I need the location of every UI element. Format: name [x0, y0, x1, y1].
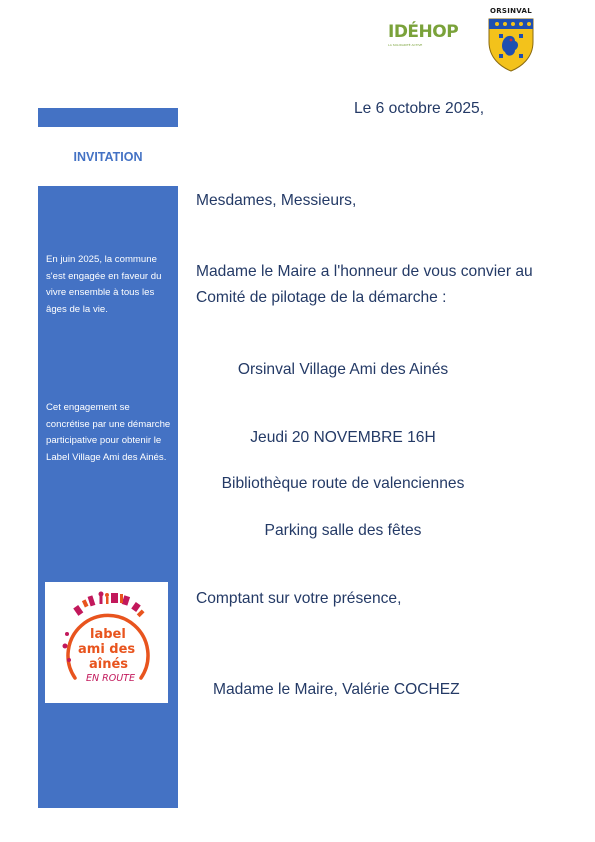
idehop-logo	[388, 22, 459, 54]
letter-body: Madame le Maire a l'honneur de vous convier au Comité de pilotage de la démarche :	[196, 263, 533, 306]
sidebar-top-bar	[38, 108, 178, 127]
idehop-logo-tagline: LA SOLIDARITÉ ACTIVE	[388, 43, 423, 47]
idehop-logo-text: IDÉHOP	[388, 22, 459, 42]
letter-date: Le 6 octobre 2025,	[354, 100, 485, 117]
crest-town-name: ORSINVAL	[489, 7, 533, 15]
invitation-title: INVITATION	[73, 150, 143, 164]
letter-closing: Comptant sur votre présence,	[196, 590, 402, 607]
event-location: Bibliothèque route de valenciennes	[221, 475, 465, 492]
label-logo-line-2: ami des	[78, 642, 136, 657]
sidebar-panel	[38, 186, 178, 808]
label-logo-line-1: label	[90, 627, 126, 642]
sidebar-paragraph-approach: Cet engagement se concrétise par une démarche participative pour obtenir le Label Village Ami des Ainés.	[46, 402, 171, 463]
event-date: Jeudi 20 NOVEMBRE 16H	[250, 429, 436, 446]
letter-signature: Madame le Maire, Valérie COCHEZ	[213, 681, 460, 698]
label-logo-line-3: aînés	[89, 657, 129, 672]
label-logo-graphic	[45, 582, 168, 703]
label-logo-line-4: EN ROUTE	[86, 673, 135, 684]
crest-shield-icon	[485, 16, 537, 73]
sidebar-paragraph-commitment: En juin 2025, la commune s'est engagée en faveur du vivre ensemble à tous les âges de la vie.	[46, 254, 162, 315]
label-ami-des-aines-logo	[45, 582, 168, 703]
event-parking: Parking salle des fêtes	[264, 522, 422, 539]
letter-salutation: Mesdames, Messieurs,	[196, 192, 357, 209]
orsinval-crest-logo	[485, 7, 537, 73]
event-name: Orsinval Village Ami des Ainés	[237, 361, 449, 378]
